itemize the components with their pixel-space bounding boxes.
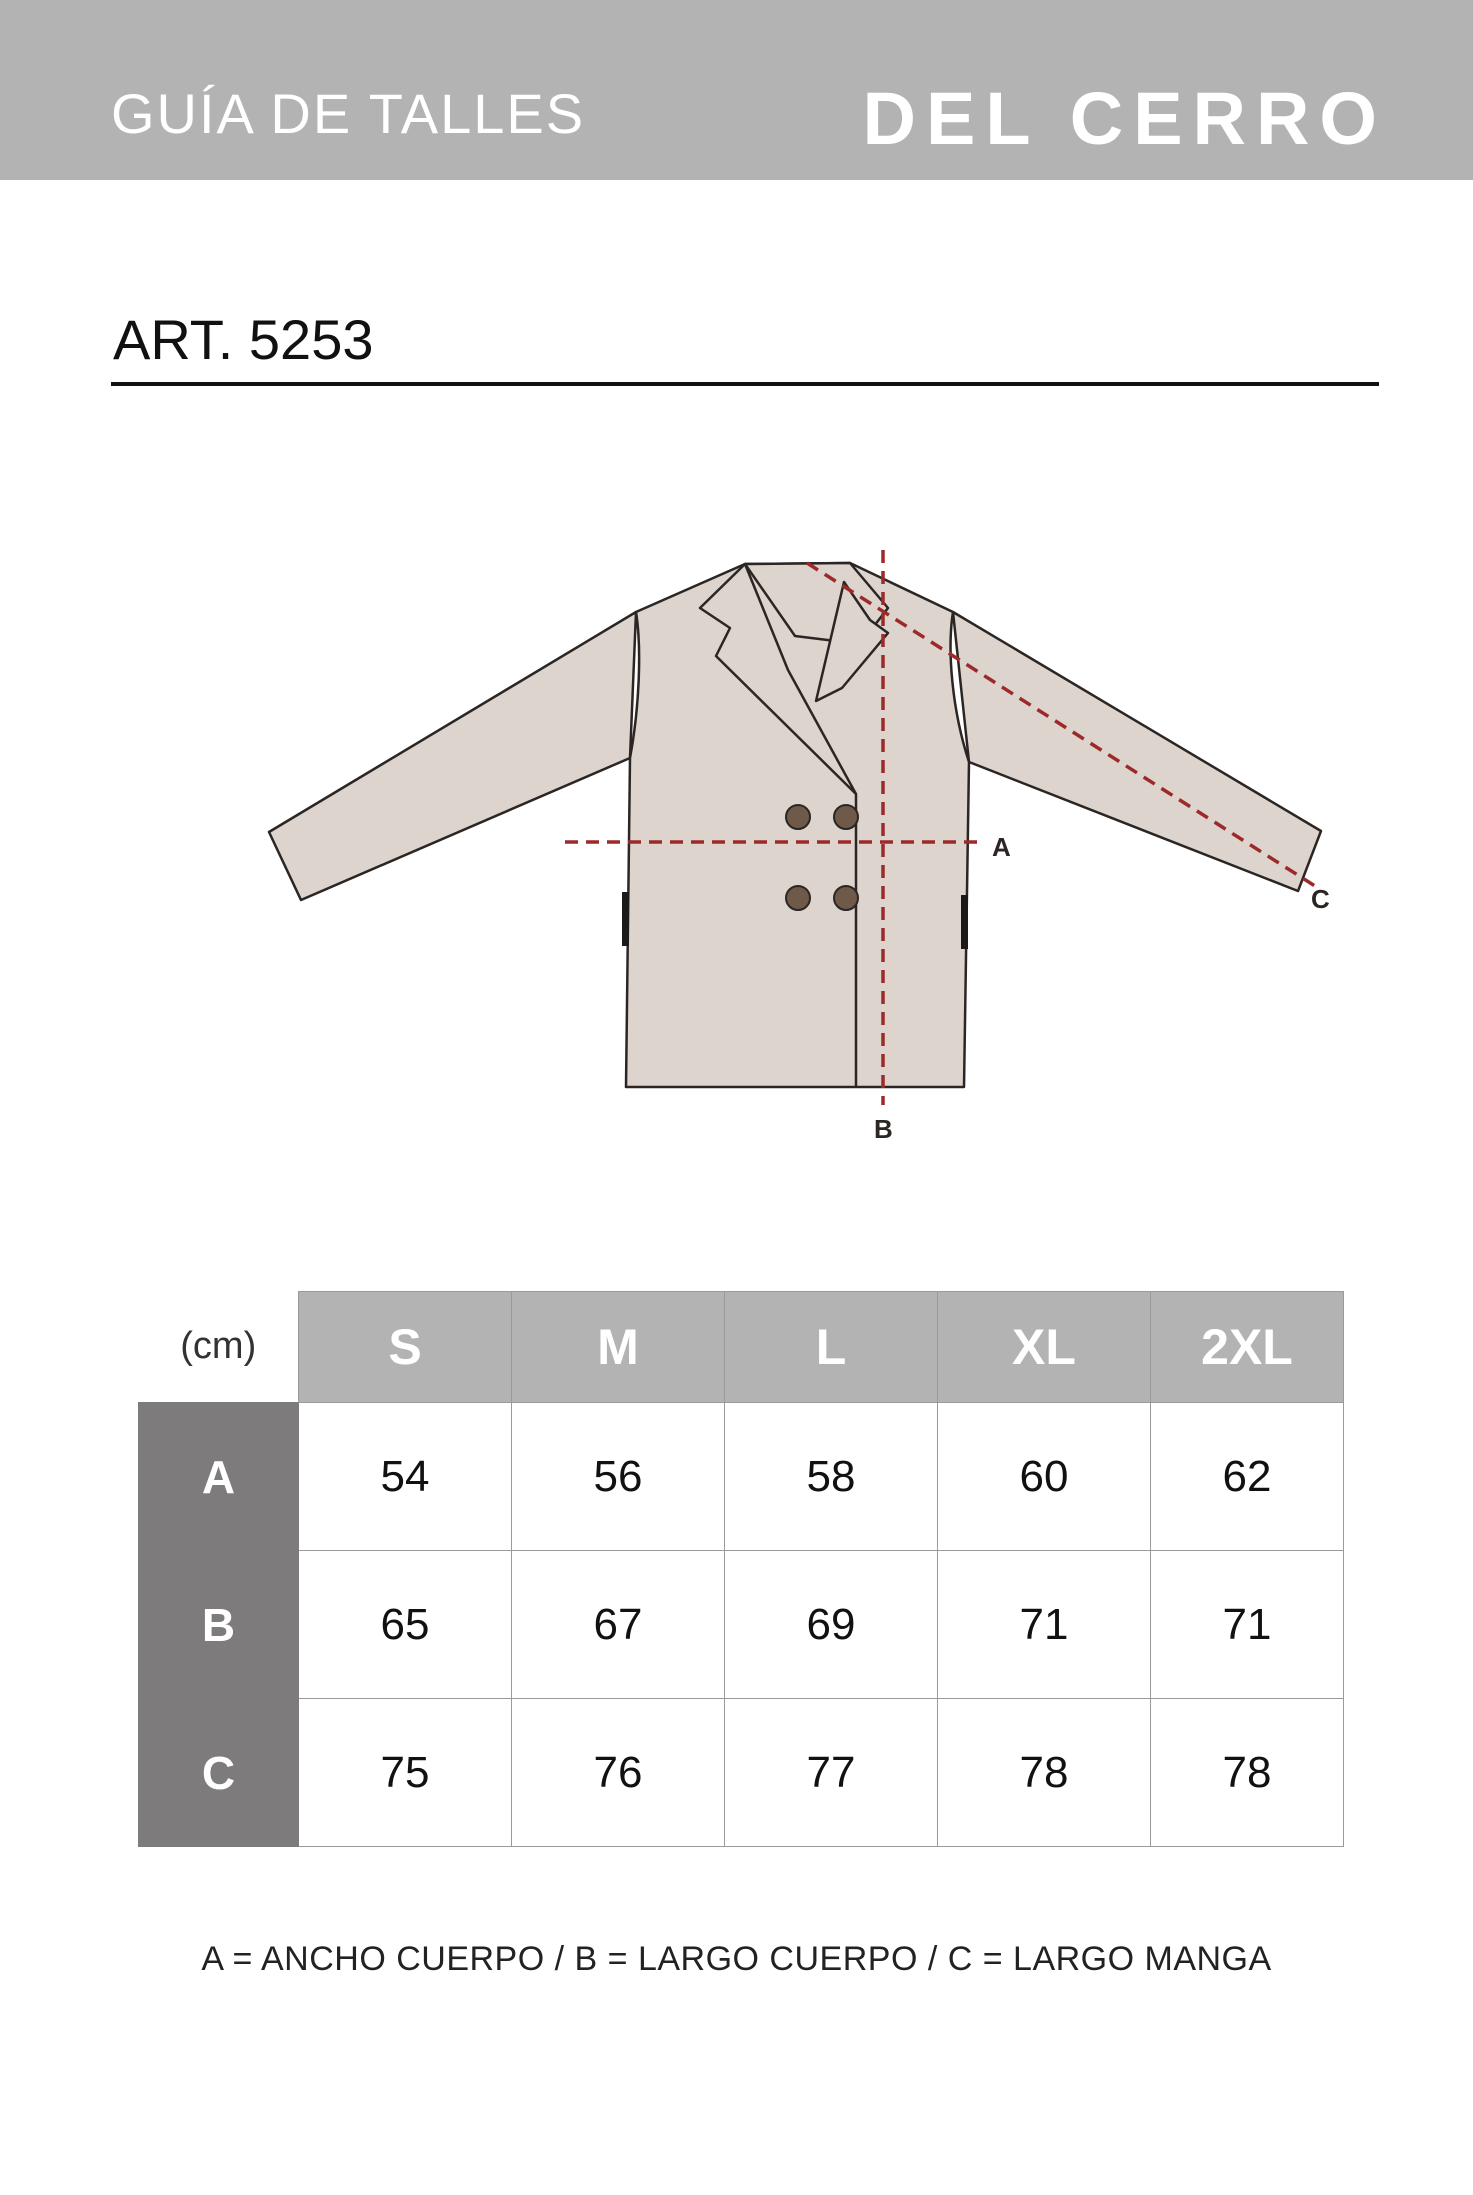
table-cell: 77: [725, 1699, 938, 1847]
unit-cell: [139, 1292, 299, 1403]
unit-label: (cm): [180, 1325, 257, 1368]
right-pocket: [961, 895, 968, 949]
table-cell: 60: [938, 1403, 1151, 1551]
size-header-row: [139, 1292, 1344, 1403]
size-header-l: L: [725, 1292, 938, 1403]
table-row: [139, 1699, 1344, 1847]
marker-a: A: [992, 832, 1011, 862]
row-header-a: A: [139, 1403, 299, 1551]
table-row: [139, 1403, 1344, 1551]
jacket-diagram: [260, 540, 1340, 1140]
table-cell: 71: [1151, 1551, 1344, 1699]
button-2: [834, 805, 858, 829]
page-title: GUÍA DE TALLES: [111, 82, 586, 145]
table-cell: 58: [725, 1403, 938, 1551]
brand-logo: DEL CERRO: [862, 77, 1387, 160]
table-cell: 71: [938, 1551, 1151, 1699]
button-4: [834, 886, 858, 910]
header-bar: [0, 0, 1473, 180]
table-cell: 56: [512, 1403, 725, 1551]
table-cell: 75: [299, 1699, 512, 1847]
button-3: [786, 886, 810, 910]
article-code: ART. 5253: [113, 308, 374, 371]
left-pocket: [622, 892, 629, 946]
left-sleeve: [269, 612, 636, 900]
table-cell: 69: [725, 1551, 938, 1699]
size-header-2xl: 2XL: [1151, 1292, 1344, 1403]
button-1: [786, 805, 810, 829]
measurement-legend: A = ANCHO CUERPO / B = LARGO CUERPO / C = LARGO MANGA: [201, 1940, 1272, 1978]
size-table: [138, 1291, 1344, 1847]
table-row: [139, 1551, 1344, 1699]
marker-b: B: [874, 1114, 893, 1140]
row-header-b: B: [139, 1551, 299, 1699]
size-header-s: S: [299, 1292, 512, 1403]
article-divider: [111, 382, 1379, 386]
table-cell: 67: [512, 1551, 725, 1699]
row-header-c: C: [139, 1699, 299, 1847]
table-cell: 78: [1151, 1699, 1344, 1847]
table-cell: 62: [1151, 1403, 1344, 1551]
table-cell: 76: [512, 1699, 725, 1847]
size-header-m: M: [512, 1292, 725, 1403]
size-header-xl: XL: [938, 1292, 1151, 1403]
table-cell: 54: [299, 1403, 512, 1551]
table-cell: 65: [299, 1551, 512, 1699]
table-cell: 78: [938, 1699, 1151, 1847]
marker-c: C: [1311, 884, 1330, 914]
